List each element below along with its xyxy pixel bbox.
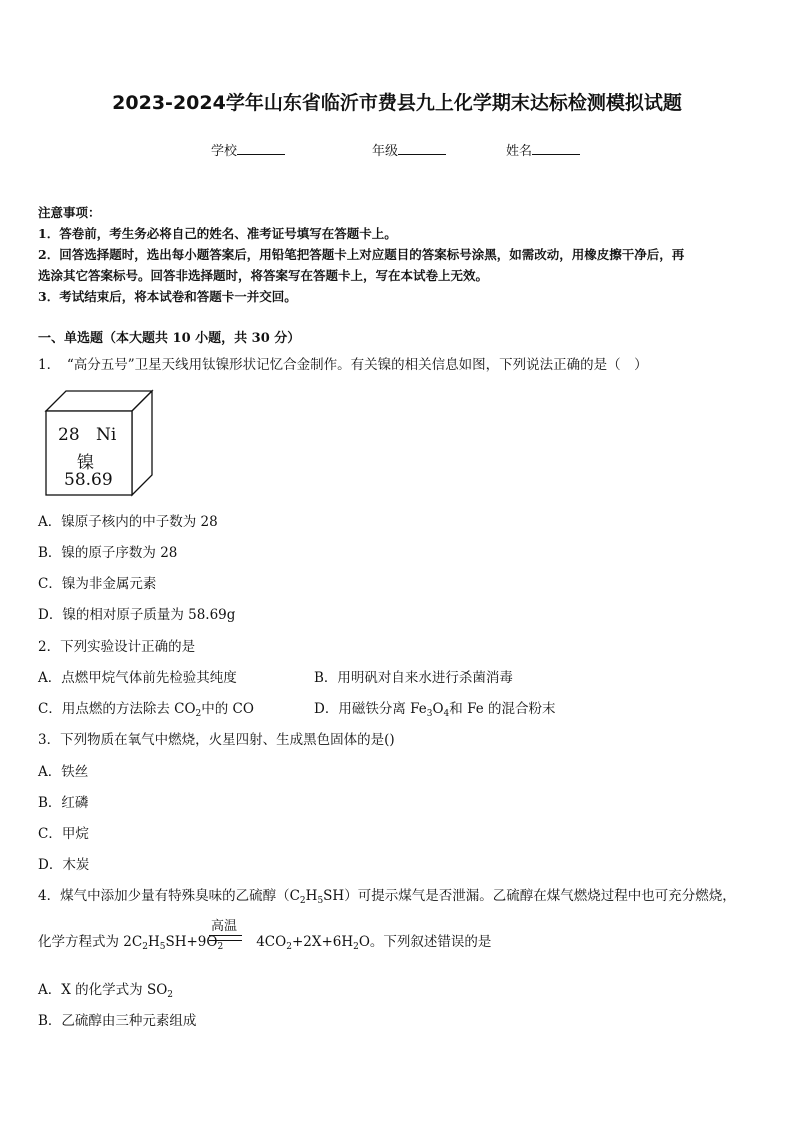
q1-option-c[interactable]: C．镍为非金属元素: [38, 576, 157, 592]
section-heading: 一、单选题（本大题共 10 小题，共 30 分）: [38, 331, 301, 346]
q1-option-d[interactable]: D．镍的相对原子质量为 58.69g: [38, 607, 236, 623]
note-item: 3．考试结束后，将本试卷和答题卡一并交回。: [38, 289, 297, 304]
eq-sub: 2: [286, 942, 292, 952]
eq-text: H: [147, 934, 160, 950]
school-field[interactable]: [211, 140, 285, 159]
name-blank[interactable]: [532, 142, 580, 155]
q2-option-a[interactable]: A．点燃甲烷气体前先检验其纯度: [38, 670, 237, 686]
q3-option-d[interactable]: D．木炭: [38, 857, 90, 873]
q2-d-text-end: 和 Fe 的混合粉末: [449, 701, 556, 717]
atomic-number: 28: [58, 425, 80, 445]
q4-stem-text: SH）可提示煤气是否泄漏。乙硫醇在煤气燃烧过程中也可充分燃烧，: [323, 888, 736, 904]
q4-sub: 5: [317, 896, 324, 906]
name-label: 姓名: [506, 144, 533, 159]
notes-heading: 注意事项：: [38, 205, 101, 220]
nickel-element-card: [44, 389, 154, 497]
note-item: 选涂其它答案标号。回答非选择题时，将答案写在答题卡上，写在本试卷上无效。: [38, 268, 489, 283]
q2-c-text: C．用点燃的方法除去 CO: [38, 701, 196, 717]
school-label: 学校: [211, 144, 238, 159]
grade-field[interactable]: [372, 140, 446, 159]
q4-stem-text: 4．煤气中添加少量有特殊臭味的乙硫醇（C: [38, 888, 300, 904]
eq-sub: 2: [217, 942, 224, 952]
q4-stem-text: H: [305, 888, 318, 904]
question-1-stem: 1． “高分五号”卫星天线用钛镍形状记忆合金制作。有关镍的相关信息如图，下列说法正确的是（ ）: [38, 357, 648, 373]
eq-sub: 2: [353, 942, 359, 952]
q2-d-sub: 3: [426, 709, 433, 719]
eq-text: O。下列叙述错误的是: [358, 934, 492, 950]
eq-text: 4CO: [256, 934, 287, 950]
q4-sub: 2: [299, 896, 306, 906]
q1-option-b[interactable]: B．镍的原子序数为 28: [38, 545, 178, 561]
q2-option-c[interactable]: [38, 697, 254, 717]
q1-option-a[interactable]: A．镍原子核内的中子数为 28: [38, 514, 218, 530]
question-4-stem: [38, 884, 736, 904]
q2-option-d[interactable]: [314, 697, 555, 717]
note-item: 1．答卷前，考生务必将自己的姓名、准考证号填写在答题卡上。: [38, 226, 397, 241]
q3-option-c[interactable]: C．甲烷: [38, 826, 89, 842]
name-field[interactable]: [506, 140, 580, 159]
q2-d-text-mid: O: [432, 701, 444, 717]
q3-option-a[interactable]: A．铁丝: [38, 764, 89, 780]
note-item: 2．回答选择题时，选出每小题答案后，用铅笔把答题卡上对应题目的答案标号涂黑，如需改动，用橡皮擦干净后，再: [38, 247, 685, 262]
atomic-mass: 58.69: [64, 470, 113, 490]
eq-text: +2X+6H: [291, 934, 354, 950]
q4-option-a[interactable]: [38, 978, 173, 998]
eq-sub: 5: [159, 942, 166, 952]
q4-option-b[interactable]: B．乙硫醇由三种元素组成: [38, 1013, 197, 1029]
reaction-condition: 高温: [211, 919, 238, 934]
page-title: 2023-2024学年山东省临沂市费县九上化学期末达标检测模拟试题: [112, 92, 682, 114]
question-3-stem: 3．下列物质在氧气中燃烧，火星四射、生成黑色固体的是(): [38, 732, 395, 748]
q2-c-text-end: 中的 CO: [201, 701, 254, 717]
q2-option-b[interactable]: B．用明矾对自来水进行杀菌消毒: [314, 670, 513, 686]
q4-a-sub: 2: [167, 990, 173, 1000]
grade-label: 年级: [372, 144, 399, 159]
eq-text: 化学方程式为 2C: [38, 934, 143, 950]
element-symbol: Ni: [96, 425, 117, 445]
q3-option-b[interactable]: B．红磷: [38, 795, 89, 811]
q2-d-sub: 4: [443, 709, 450, 719]
element-name: 镍: [77, 453, 94, 473]
q2-d-text: D．用磁铁分离 Fe: [314, 701, 427, 717]
q4-a-text: A．X 的化学式为 SO: [38, 982, 168, 998]
eq-text: SH+9O: [165, 934, 218, 950]
question-2-stem: 2．下列实验设计正确的是: [38, 639, 196, 655]
eq-sub: 2: [142, 942, 148, 952]
q2-c-sub: 2: [195, 709, 202, 719]
q4-equation: [38, 930, 491, 950]
grade-blank[interactable]: [398, 142, 446, 155]
school-blank[interactable]: [237, 142, 285, 155]
